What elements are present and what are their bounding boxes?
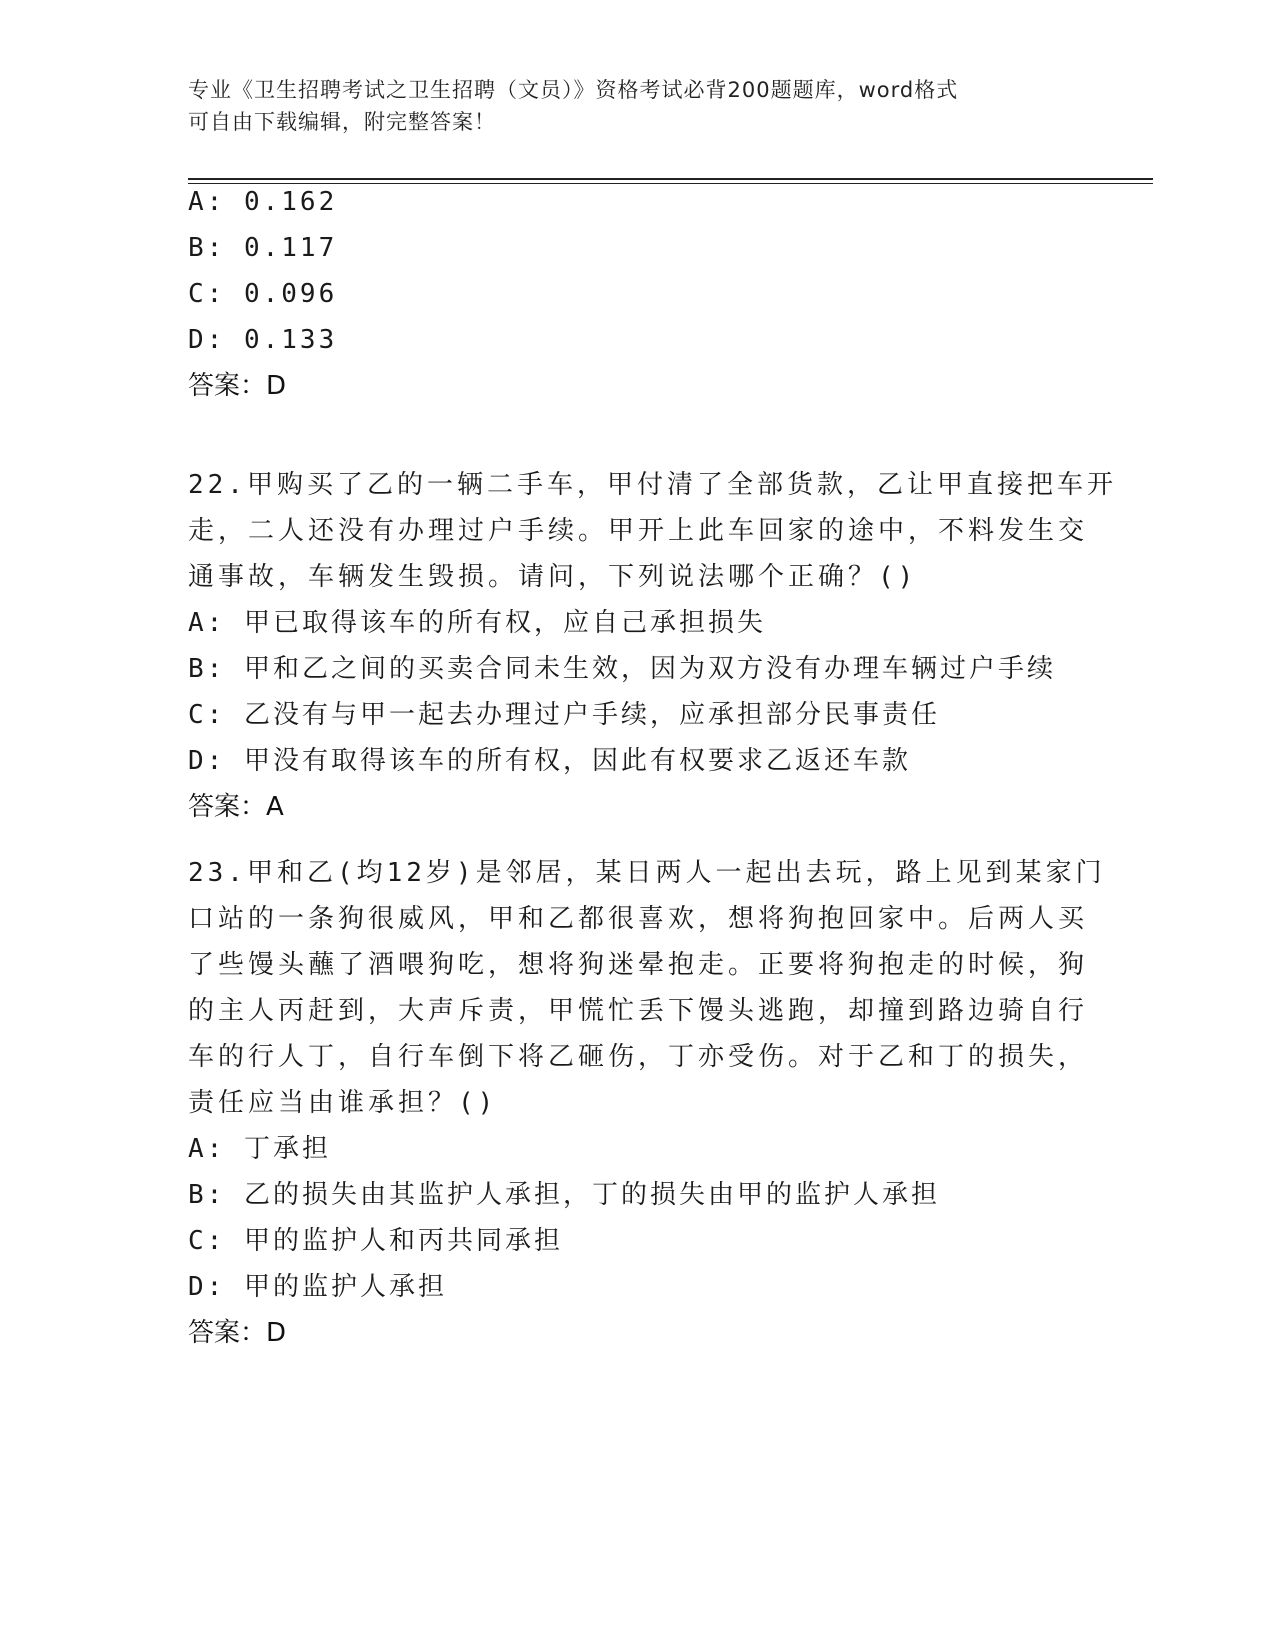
option-c: C: 甲的监护人和丙共同承担 xyxy=(188,1226,563,1256)
stem-line: 口站的一条狗很威风，甲和乙都很喜欢，想将狗抱回家中。后两人买 xyxy=(188,904,1089,934)
question-stem xyxy=(188,462,1117,600)
answer-line: 答案：D xyxy=(188,371,287,401)
option-b: B: 甲和乙之间的买卖合同未生效，因为双方没有办理车辆过户手续 xyxy=(188,654,1056,684)
stem-line: 23.甲和乙(均12岁)是邻居，某日两人一起出去玩，路上见到某家门 xyxy=(188,858,1106,888)
question-21 xyxy=(188,179,1068,409)
option-c: C: 0.096 xyxy=(188,279,338,309)
option-a: A: 0.162 xyxy=(188,187,338,217)
stem-line: 通事故，车辆发生毁损。请问，下列说法哪个正确？() xyxy=(188,562,918,592)
option-c: C: 乙没有与甲一起去办理过户手续，应承担部分民事责任 xyxy=(188,700,940,730)
header-title-line-2: 可自由下载编辑，附完整答案！ xyxy=(188,110,496,134)
option-d: D: 0.133 xyxy=(188,325,338,355)
stem-line: 责任应当由谁承担？() xyxy=(188,1088,498,1118)
stem-line: 走，二人还没有办理过户手续。甲开上此车回家的途中，不料发生交 xyxy=(188,516,1089,546)
stem-line: 车的行人丁，自行车倒下将乙砸伤，丁亦受伤。对于乙和丁的损失， xyxy=(188,1042,1089,1072)
header-title-line-1: 专业《卫生招聘考试之卫生招聘（文员）》资格考试必背200题题库，word格式 xyxy=(188,78,959,102)
answer-line: 答案：A xyxy=(188,792,284,822)
option-d: D: 甲的监护人承担 xyxy=(188,1272,447,1302)
option-a: A: 丁承担 xyxy=(188,1134,331,1164)
stem-line: 的主人丙赶到，大声斥责，甲慌忙丢下馒头逃跑，却撞到路边骑自行 xyxy=(188,996,1089,1026)
option-d: D: 甲没有取得该车的所有权，因此有权要求乙返还车款 xyxy=(188,746,911,776)
page-header xyxy=(188,74,1068,138)
option-b: B: 0.117 xyxy=(188,233,338,263)
question-23 xyxy=(188,850,1106,1356)
question-22 xyxy=(188,462,1117,830)
answer-line: 答案：D xyxy=(188,1318,287,1348)
stem-line: 了些馒头蘸了酒喂狗吃，想将狗迷晕抱走。正要将狗抱走的时候，狗 xyxy=(188,950,1089,980)
question-stem xyxy=(188,850,1106,1126)
option-a: A: 甲已取得该车的所有权，应自己承担损失 xyxy=(188,608,766,638)
option-b: B: 乙的损失由其监护人承担，丁的损失由甲的监护人承担 xyxy=(188,1180,940,1210)
stem-line: 22.甲购买了乙的一辆二手车，甲付清了全部货款，乙让甲直接把车开 xyxy=(188,470,1117,500)
